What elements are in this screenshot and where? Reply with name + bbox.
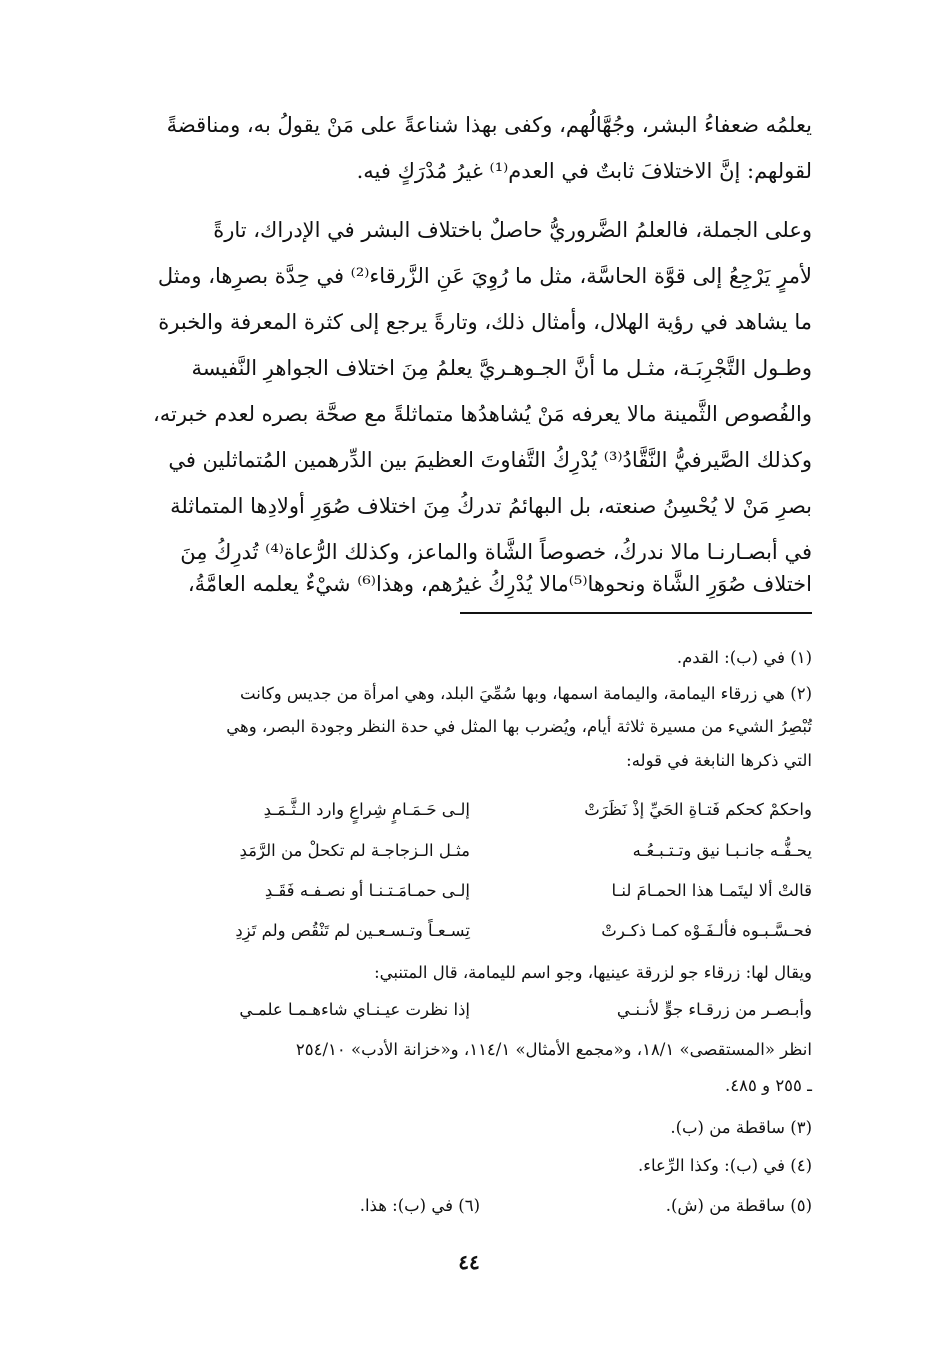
main-text-line: بصرِ مَنْ لا يُحْسِنُ صنعته، بل البهائمُ تدركُ مِنَ اختلاف صُوَرِ أولادِها المتماثلة xyxy=(170,494,812,518)
verse-first-half: واحكمْ كحكم فَتـاةِ الحَيِّ إذْ نَظَرَتْ xyxy=(584,800,812,819)
main-text-line: في أبصـارنـا مالا ندركُ، خصوصاً الشَّاة والماعز، وكذلك الرُّعاة⁽⁴⁾ تُدرِكُ مِنَ xyxy=(180,540,812,564)
verse-second-half: إلـى حَـمَـامٍ شِراعٍ وارد الـثَّـمَـدِ xyxy=(263,800,470,819)
verse-second-half: إذا نظرت عيـنـاي شاءهـمـا علمـي xyxy=(239,1000,470,1019)
footnote-3: (٣) ساقطة من (ب). xyxy=(670,1118,812,1137)
footnote-2-line: (٢) هي زرقاء اليمامة، واليمامة اسمها، وبها سُمِّيَ البلد، وهي امرأة من جديس وكانت xyxy=(240,684,812,703)
footnote-2-reference: ـ ٢٥٥ و ٤٨٥. xyxy=(725,1076,812,1095)
footnote-1: (١) في (ب): القدم. xyxy=(676,648,812,667)
main-text-line: وعلى الجملة، فالعلمُ الضَّروريُّ حاصلٌ باختلاف البشر في الإدراك، تارةً xyxy=(213,218,812,242)
main-text-line: يعلمُه ضعفاءُ البشر، وجُهَّالُهم، وكفى بهذا شناعةً على مَنْ يقولُ به، ومناقضةً xyxy=(166,113,812,137)
main-text-line: وكذلك الصَّيرفيُّ النَّقَّادُ⁽³⁾ يُدْرِكُ التَّفاوتَ العظيمَ بين الدِّرهمين المُتماثلين في xyxy=(168,448,812,472)
verse-second-half: تِسـعـاً وتـسـعـين لم تَنْقُص ولم تَزِدِ xyxy=(235,921,470,940)
footnote-2-line: ويقال لها: زرقاء جو لزرقة عينيها، وجو اسم لليمامة، قال المتنبي: xyxy=(374,963,812,982)
footnote-2-reference: انظر «المستقصى» ١٨/١، و«مجمع الأمثال» ١١٤/١، و«خزانة الأدب» ٢٥٤/١٠ xyxy=(295,1040,812,1059)
footnote-4: (٤) في (ب): وكذا الرِّعاء. xyxy=(638,1156,812,1175)
verse-first-half: يحـفُّـه جانـبـا نيق وتـتـبـعُـه xyxy=(632,841,812,860)
footnote-6: (٦) في (ب): هذا. xyxy=(359,1196,480,1215)
footnote-2-line: تُبْصِرُ الشيء من مسيرة ثلاثة أيام، ويُضرب بها المثل في حدة النظر وجودة البصر، وهي xyxy=(226,717,812,736)
main-text-line: اختلاف صُوَرِ الشَّاة ونحوها⁽⁵⁾مالا يُدْرِكُ غيرُهم، وهذا⁽⁶⁾ شيْءٌ يعلمه العامَّةُ، xyxy=(187,572,812,596)
main-text-line: والفُصوص الثَّمينة مالا يعرفه مَنْ يُشاهدُها متماثلةً مع صحَّة بصره لعدم خبرته، xyxy=(152,402,812,426)
footnote-2-line: التي ذكرها النابغة في قوله: xyxy=(626,751,812,770)
main-text-line: وطـول التَّجْرِبَـة، مثـل ما أنَّ الجـوهـريَّ يعلمُ مِنَ اختلاف الجواهرِ النَّفيسة xyxy=(191,356,812,380)
footnote-5: (٥) ساقطة من (ش). xyxy=(665,1196,812,1215)
footnote-separator xyxy=(460,612,812,614)
verse-first-half: وأبـصـر من زرقـاء جوٍّ لأنـنـي xyxy=(616,1000,812,1019)
main-text-line: لقولهم: إنَّ الاختلافَ ثابتٌ في العدم⁽¹⁾ غيرُ مُدْرَكٍ فيه. xyxy=(356,159,812,183)
verse-first-half: قالتْ ألا ليتَمـا هذا الحمـامَ لنـا xyxy=(611,881,812,900)
main-text-line: ما يشاهد في رؤية الهلال، وأمثال ذلك، وتارةً يرجع إلى كثرة المعرفة والخبرة xyxy=(158,310,812,334)
main-text-line: لأمرٍ يَرْجِعُ إلى قوَّة الحاسَّة، مثل ما رُوِيَ عَنِ الزَّرقاء⁽²⁾ في حِدَّة بصرِها، ومثل xyxy=(157,264,812,288)
verse-second-half: إلـى حمـامَـتـنـا أو نصـفـه فَقَـدِ xyxy=(264,881,470,900)
page-number: ٤٤ xyxy=(458,1250,480,1274)
verse-first-half: فحـسَّـبـوه فألـفَـوْه كمـا ذكـرتْ xyxy=(601,921,812,940)
verse-second-half: مثـل الـزجاجـة لم تكحلْ من الرَّمَدِ xyxy=(239,841,470,860)
